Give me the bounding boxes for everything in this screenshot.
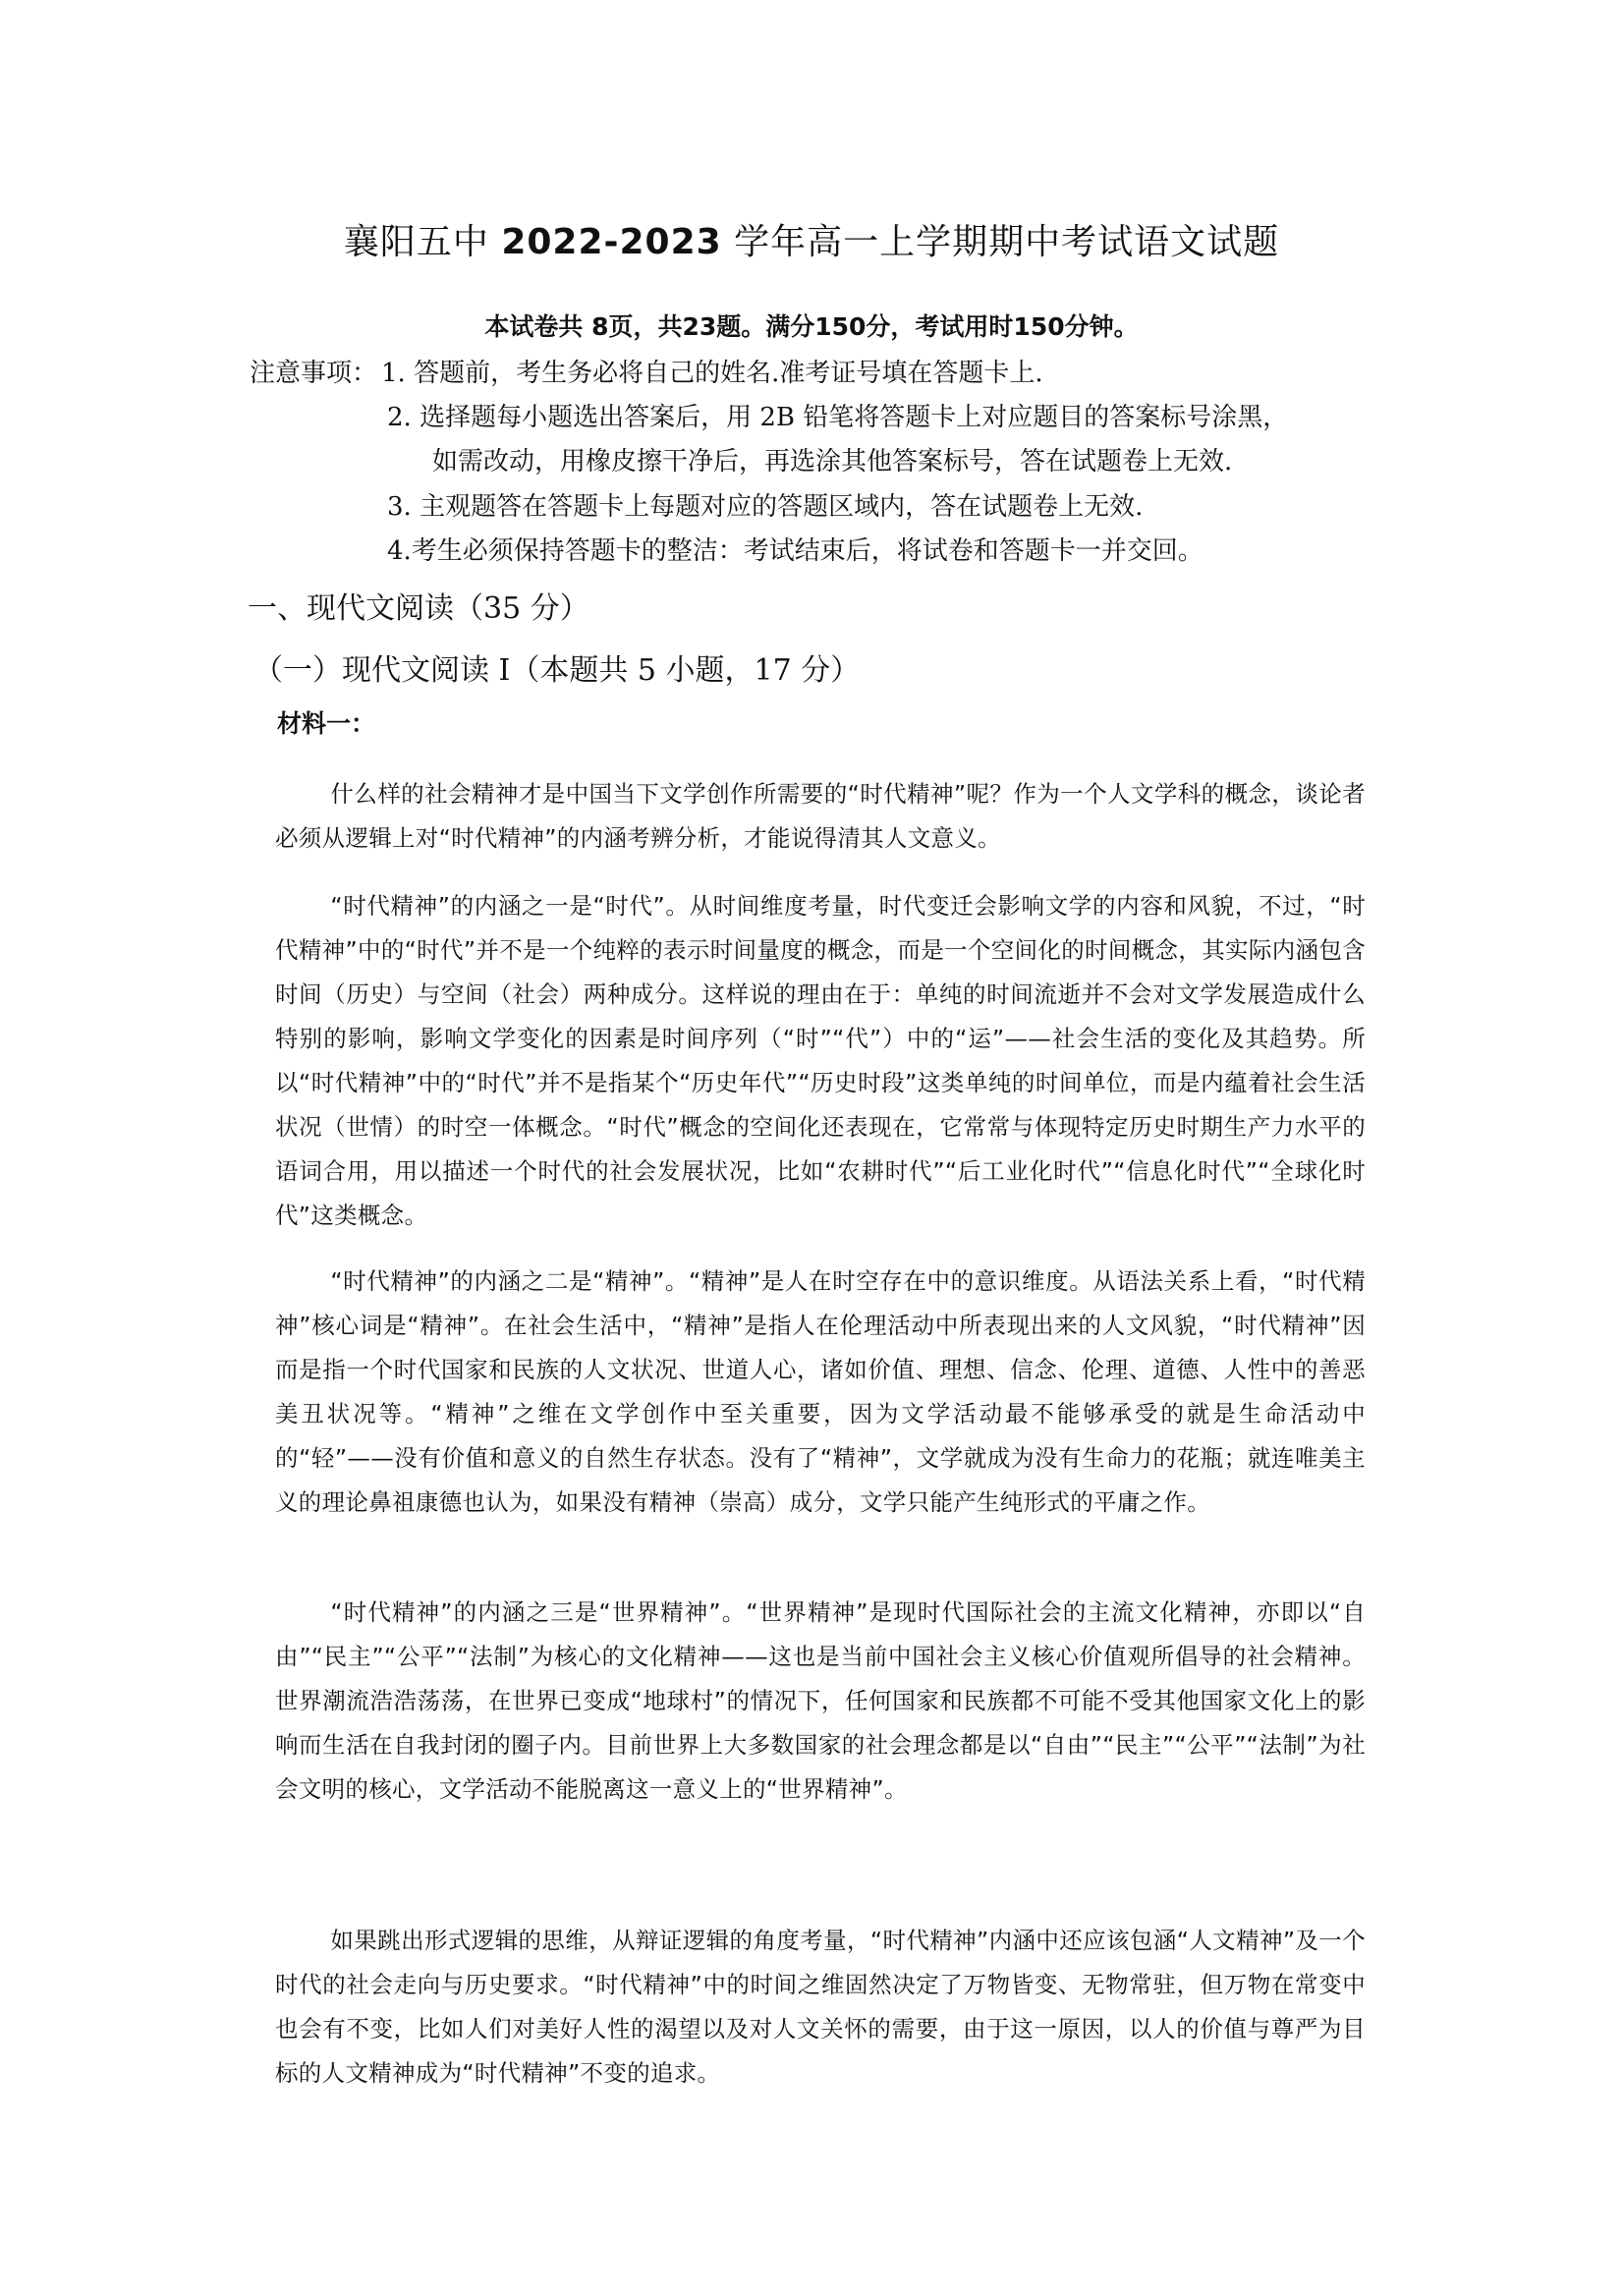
title-year: 2022-2023: [501, 222, 722, 262]
notice-item-1: 1. 答题前，考生务必将自己的姓名.准考证号填在答题卡上.: [381, 359, 1043, 388]
notice-item-3: 3. 主观题答在答题卡上每题对应的答题区域内，答在试题卷上无效.: [387, 492, 1144, 522]
title-prefix: 襄阳五中: [343, 222, 502, 262]
paragraph-4: “时代精神”的内涵之三是“世界精神”。“世界精神”是现时代国际社会的主流文化精神，亦即以“自由”“民主”“公平”“法制”为核心的文化精神——这也是当前中国社会主义核心价值观所倡导的社会精神。世界潮流浩浩荡荡，在世界已变成“地球村”的情况下，任何国家和民族都不可能不受其他国家文化上的影响而生活在自我封闭的圈子内。目前世界上大多数国家的社会理念都是以“自由”“民主”“公平”“法制”为社会文明的核心，文学活动不能脱离这一意义上的“世界精神”。: [275, 1598, 1366, 1803]
exam-info: 本试卷共 8页，共23题。满分150分，考试用时150分钟。: [484, 312, 1139, 341]
subsection-heading: （一）现代文阅读 I（本题共 5 小题，17 分）: [253, 653, 861, 688]
notice-item-2: 2. 选择题每小题选出答案后，用 2B 铅笔将答题卡上对应题目的答案标号涂黑，: [387, 403, 1289, 432]
notice-item-2-continued: 如需改动，用橡皮擦干净后，再选涂其他答案标号，答在试题卷上无效.: [432, 447, 1233, 476]
notice-label: 注意事项：: [250, 359, 378, 388]
paragraph-3: “时代精神”的内涵之二是“精神”。“精神”是人在时空存在中的意识维度。从语法关系上看，“时代精神”核心词是“精神”。在社会生活中，“精神”是指人在伦理活动中所表现出来的人文风貌，“时代精神”因而是指一个时代国家和民族的人文状况、世道人心，诸如价值、理想、信念、伦理、道德、人性中的善恶美丑状况等。“精神”之维在文学创作中至关重要，因为文学活动最不能够承受的就是生命活动中的“轻”——没有价值和意义的自然生存状态。没有了“精神”，文学就成为没有生命力的花瓶；就连唯美主义的理论鼻祖康德也认为，如果没有精神（崇高）成分，文学只能产生纯形式的平庸之作。: [275, 1267, 1366, 1516]
title-suffix: 学年高一上学期期中考试语文试题: [721, 222, 1280, 262]
notice-item-4: 4.考生必须保持答题卡的整洁：考试结束后，将试卷和答题卡一并交回。: [387, 536, 1203, 566]
paragraph-5: 如果跳出形式逻辑的思维，从辩证逻辑的角度考量，“时代精神”内涵中还应该包涵“人文精神”及一个时代的社会走向与历史要求。“时代精神”中的时间之维固然决定了万物皆变、无物常驻，但万物在常变中也会有不变，比如人们对美好人性的渴望以及对人文关怀的需要，由于这一原因，以人的价值与尊严为目标的人文精神成为“时代精神”不变的追求。: [275, 1927, 1366, 2087]
paragraph-2: “时代精神”的内涵之一是“时代”。从时间维度考量，时代变迁会影响文学的内容和风貌，不过，“时代精神”中的“时代”并不是一个纯粹的表示时间量度的概念，而是一个空间化的时间概念，其实际内涵包含时间（历史）与空间（社会）两种成分。这样说的理由在于：单纯的时间流逝并不会对文学发展造成什么特别的影响，影响文学变化的因素是时间序列（“时”“代”）中的“运”——社会生活的变化及其趋势。所以“时代精神”中的“时代”并不是指某个“历史年代”“历史时段”这类单纯的时间单位，而是内蕴着社会生活状况（世情）的时空一体概念。“时代”概念的空间化还表现在，它常常与体现特定历史时期生产力水平的语词合用，用以描述一个时代的社会发展状况，比如“农耕时代”“后工业化时代”“信息化时代”“全球化时代”这类概念。: [275, 892, 1366, 1229]
paragraph-1: 什么样的社会精神才是中国当下文学创作所需要的“时代精神”呢？作为一个人文学科的概念，谈论者必须从逻辑上对“时代精神”的内涵考辨分析，才能说得清其人文意义。: [275, 780, 1366, 852]
material-label: 材料一：: [277, 709, 376, 738]
section-heading: 一、现代文阅读（35 分）: [248, 591, 589, 626]
page-title: [0, 214, 1623, 264]
